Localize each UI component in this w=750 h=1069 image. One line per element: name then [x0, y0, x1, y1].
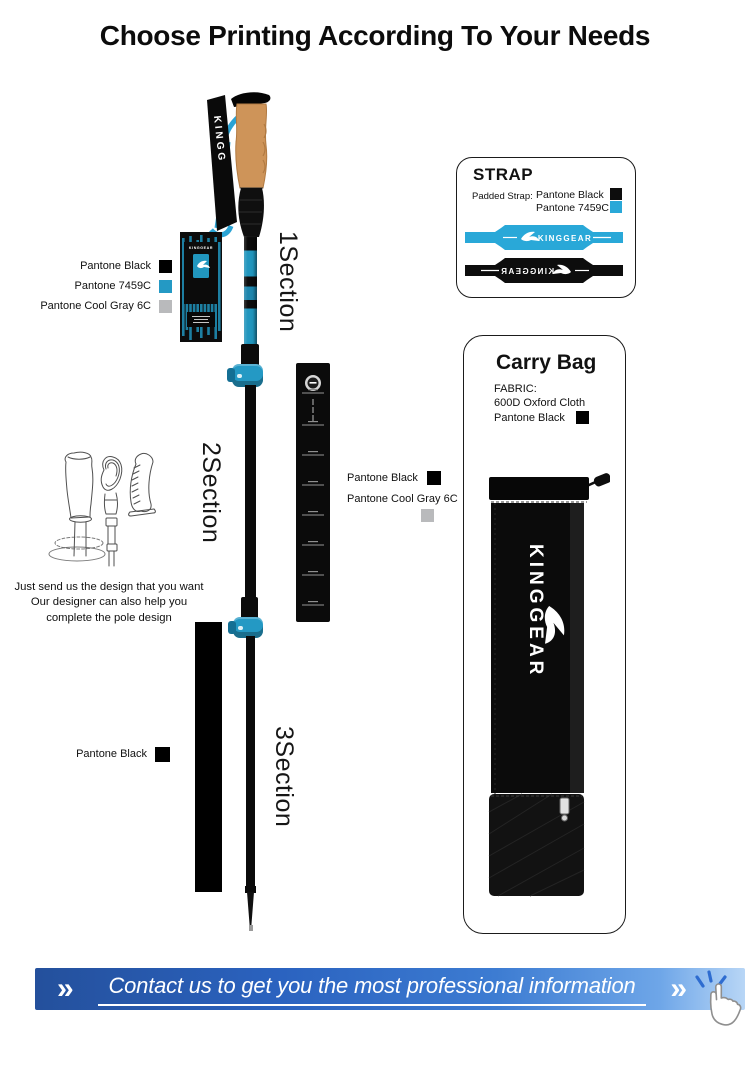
bag-brand-text: KINGGEAR [525, 544, 546, 679]
pantone-label: Pantone Black [536, 189, 604, 201]
cork-grip [236, 104, 267, 188]
legend-row [28, 259, 172, 273]
strap-webbing-brand-text: KINGG [211, 115, 227, 164]
chevron-right-icon: » [670, 972, 687, 1005]
grip-design-sketches [46, 448, 170, 576]
color-swatch [610, 201, 622, 213]
section1-print-detail [180, 232, 222, 342]
section2-print-detail [296, 363, 330, 622]
page-title: Choose Printing According To Your Needs [99, 20, 651, 51]
legend-row [25, 747, 170, 761]
pantone-label: Pantone 7459C [536, 202, 609, 214]
pantone-label: Pantone Black [80, 260, 151, 272]
color-swatch [427, 471, 441, 485]
color-swatch [576, 411, 589, 424]
flip-lock-2 [233, 617, 263, 638]
pantone-label: Pantone 7459C [74, 280, 151, 292]
section2-color-legend-row1 [347, 471, 441, 485]
fabric-value: 600D Oxford Cloth [494, 397, 586, 409]
contact-banner[interactable] [35, 968, 745, 1010]
print-brand-text: KINGGEAR [188, 246, 214, 250]
pole-shaft-section1-printed [244, 236, 257, 346]
tip-collar [245, 886, 256, 893]
color-swatch [159, 260, 172, 273]
carry-bag-title: Carry Bag [496, 351, 597, 374]
section3-label: 3Section [270, 726, 298, 828]
legend-row [28, 279, 172, 293]
zipper-pull [562, 815, 568, 821]
section2-label: 2Section [197, 442, 225, 544]
note-line: complete the pole design [46, 611, 172, 624]
note-line: Our designer can also help you [30, 596, 188, 609]
tip-ferrule [249, 925, 253, 931]
strap-panel [456, 157, 636, 298]
flip-lock-1-lever [227, 368, 235, 382]
section1-label: 1Section [274, 231, 302, 333]
pole-tip [247, 892, 254, 926]
pantone-label: Pantone Black [494, 412, 565, 424]
pantone-label: Pantone Black [76, 748, 147, 760]
click-hand-icon[interactable] [694, 970, 748, 1028]
note-line: Just send us the design that you want [14, 581, 204, 593]
section3-print-detail [195, 622, 222, 892]
carry-bag-graphic [482, 472, 610, 908]
custom-design-note [10, 580, 208, 626]
contact-banner-text[interactable]: Contact us to get you the most professional information [74, 973, 671, 1006]
fabric-label: FABRIC: [494, 383, 537, 395]
bag-zip-pocket [489, 794, 584, 896]
color-swatch [421, 509, 434, 522]
color-swatch [155, 747, 170, 762]
lock1-collar [241, 344, 259, 366]
flip-lock-2-lever [228, 621, 236, 634]
pole-shaft-section2 [245, 385, 256, 600]
pantone-label: Pantone Cool Gray 6C [347, 493, 458, 505]
zipper-slider [560, 798, 569, 814]
section3-color-legend [25, 747, 170, 767]
strap-brand-text-mirrored: KINGGEAR [499, 266, 555, 276]
lock2-collar [241, 597, 258, 619]
chevron-right-icon: » [57, 972, 74, 1005]
pantone-label: Pantone Cool Gray 6C [40, 300, 151, 312]
bag-top-flap [489, 477, 589, 500]
strap-panel-title: STRAP [473, 165, 534, 184]
strap-graphics [465, 222, 627, 286]
color-swatch [610, 188, 622, 200]
pole-shaft-section3 [246, 636, 255, 890]
drawstring-toggle [593, 472, 610, 488]
legend-row [28, 299, 172, 313]
padded-strap-label: Padded Strap: [472, 191, 533, 202]
color-swatch [159, 300, 172, 313]
color-swatch [159, 280, 172, 293]
bag-side-gusset [570, 503, 584, 793]
pole-handle-strap-graphic [195, 90, 280, 240]
section1-color-legend [28, 259, 172, 319]
carry-bag-panel [463, 335, 626, 934]
strap-brand-text: KINGGEAR [537, 233, 593, 243]
flip-lock-1 [232, 364, 263, 387]
pantone-label: Pantone Black [347, 472, 418, 484]
